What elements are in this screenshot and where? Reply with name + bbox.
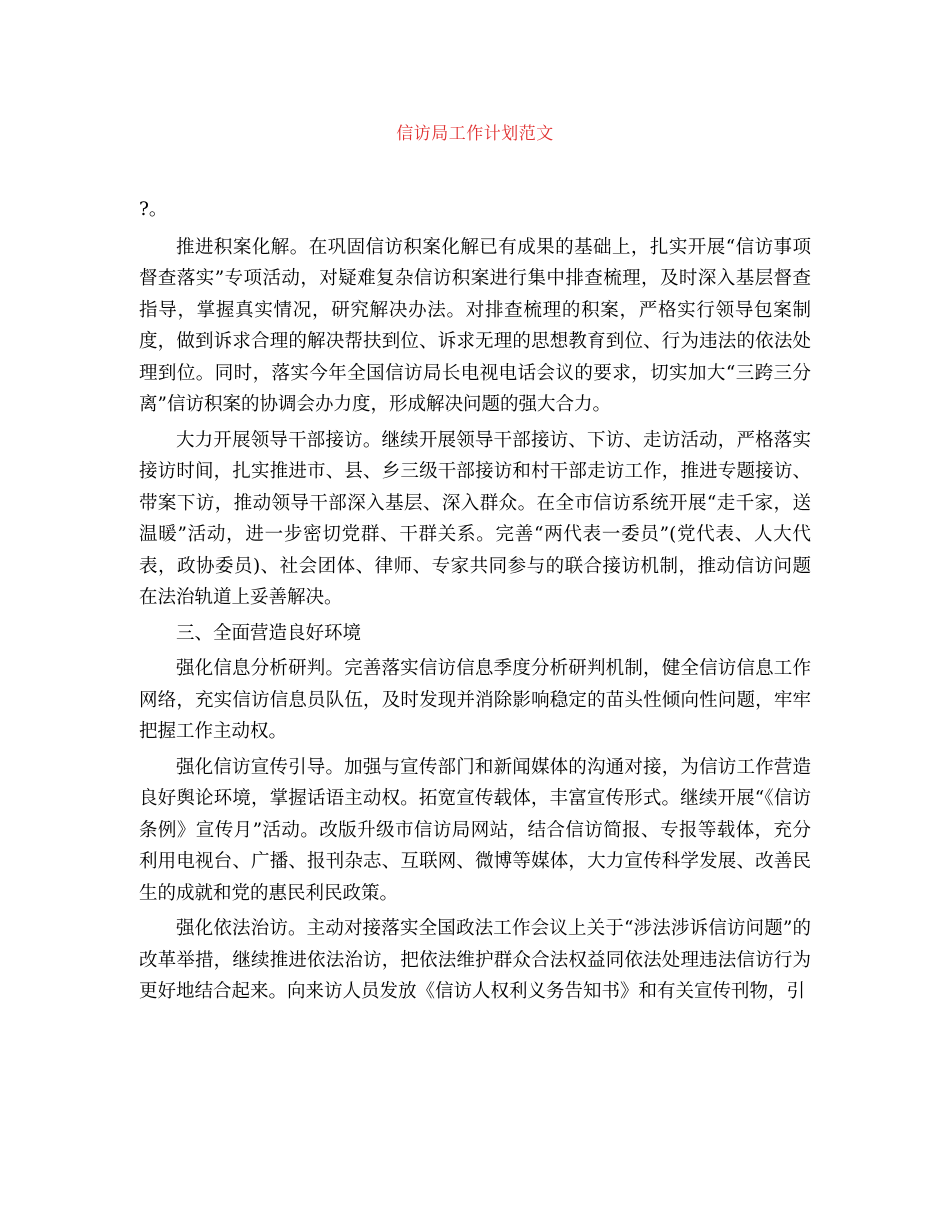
document-body bbox=[139, 194, 811, 1012]
paragraph-backlog-resolution: 推进积案化解。在巩固信访积案化解已有成果的基础上，扎实开展“信访事项督查落实”专项活动，对疑难复杂信访积案进行集中排查梳理，及时深入基层督查指导，掌握真实情况，研究解决办法。对排查梳理的积案，严格实行领导包案制度，做到诉求合理的解决帮扶到位、诉求无理的思想教育到位、行为违法的依法处理到位。同时，落实今年全国信访局长电视电话会议的要求，切实加大“三跨三分离”信访积案的协调会办力度，形成解决问题的强大合力。 bbox=[139, 236, 811, 415]
paragraph-leader-reception: 大力开展领导干部接访。继续开展领导干部接访、下访、走访活动，严格落实接访时间，扎实推进市、县、乡三级干部接访和村干部走访工作，推进专题接访、带案下访，推动领导干部深入基层、深入群众。在全市信访系统开展“走千家，送温暖”活动，进一步密切党群、干群关系。完善“两代表一委员”(党代表、人大代表，政协委员)、社会团体、律师、专家共同参与的联合接访机制，推动信访问题在法治轨道上妥善解决。 bbox=[139, 429, 811, 608]
paragraph-fragment: ?。 bbox=[139, 199, 168, 220]
paragraph-rule-of-law: 强化依法治访。主动对接落实全国政法工作会议上关于“涉法涉诉信访问题”的改革举措，继续推进依法治访，把依法维护群众合法权益同依法处理违法信访行为更好地结合起来。向来访人员发放《信访人权利义务告知书》和有关宣传刊物，引 bbox=[139, 918, 811, 1002]
paragraph-publicity: 强化信访宣传引导。加强与宣传部门和新闻媒体的沟通对接，为信访工作营造良好舆论环境，掌握话语主动权。拓宽宣传载体，丰富宣传形式。继续开展“《信访条例》宣传月”活动。改版升级市信访局网站，结合信访简报、专报等载体，充分利用电视台、广播、报刊杂志、互联网、微博等媒体，大力宣传科学发展、改善民生的成就和党的惠民利民政策。 bbox=[139, 756, 811, 904]
section-heading: 三、全面营造良好环境 bbox=[176, 622, 362, 644]
paragraph-info-analysis: 强化信息分析研判。完善落实信访信息季度分析研判机制，健全信访信息工作网络，充实信访信息员队伍，及时发现并消除影响稳定的苗头性倾向性问题，牢牢把握工作主动权。 bbox=[139, 658, 811, 742]
document-title: 信访局工作计划范文 bbox=[396, 124, 554, 144]
